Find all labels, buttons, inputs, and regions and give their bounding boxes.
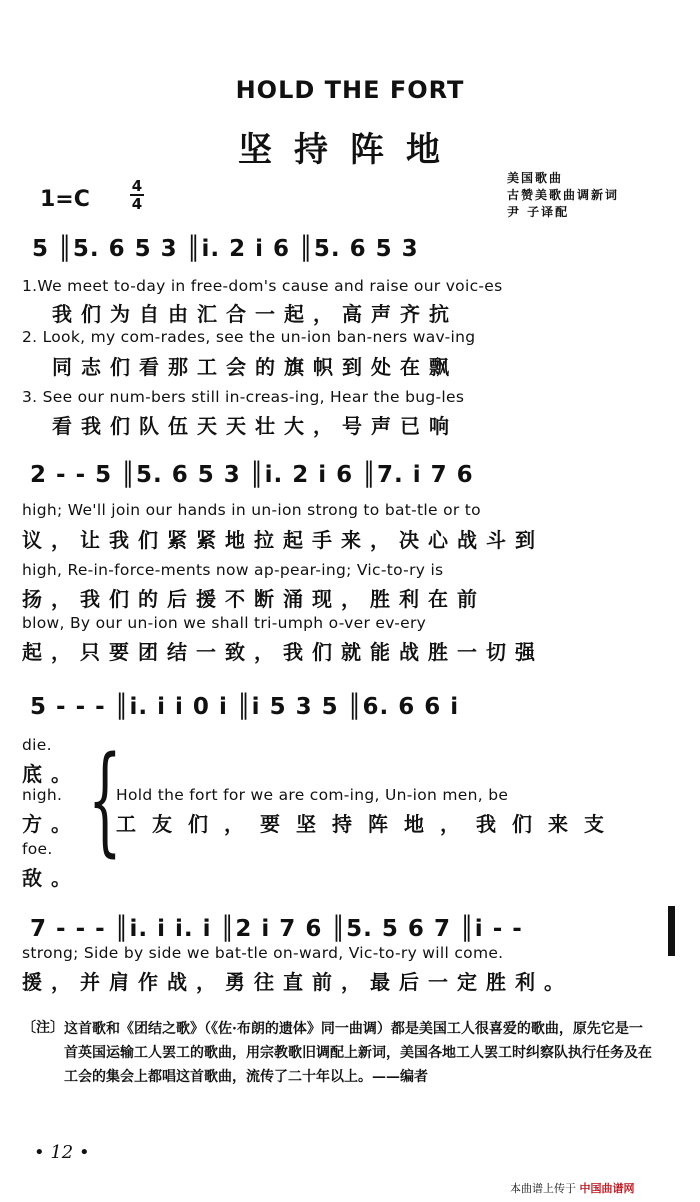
notation-line-2: 2 - - 5 ║5. 6 5 3 ║i. 2 i 6 ║7. i 7 6 [30,462,474,488]
credit-origin: 美国歌曲 [507,171,564,185]
footer-brand: 中国曲谱网 [579,1182,635,1195]
footer-prefix: 本曲谱上传于 [510,1182,576,1195]
lyric-en-2-1: high; We'll join our hands in un-ion strong to bat-tle or to [22,501,481,519]
time-signature-top: 4 [131,177,143,195]
lyric-en-4: strong; Side by side we bat-tle on-ward, Vic-to-ry will come. [22,944,504,962]
note-body: 这首歌和《团结之歌》（《佐·布朗的遗体》同一曲调）都是美国工人很喜爱的歌曲，原先它是一首英国运输工人罢工的歌曲，用宗教歌旧调配上新词，美国各地工人罢工时纠察队执行任务及在工会的集会上都唱这首歌曲，流传了二十年以上。——编者 [64,1021,652,1085]
lyric-en-2-2: high, Re-in-force-ments now ap-pear-ing; Vic-to-ry is [22,561,444,579]
chorus-lyric-zh: 工友们，要坚持阵地，我们来支 [116,812,620,836]
lyric-zh-2-3: 起，只要团结一致，我们就能战胜一切强 [22,640,544,664]
ending-en-3: foe. [22,840,53,858]
lyric-en-1-2: 2. Look, my com-rades, see the un-ion ban-ners wav-ing [22,328,476,346]
page-number: • 12 • [34,1142,90,1163]
song-title-english: HOLD THE FORT [235,76,465,104]
lyric-zh-1-3: 看我们队伍天天壮大，号声已响 [52,414,458,438]
lyric-en-1-3: 3. See our num-bers still in-creas-ing, Hear the bug-les [22,388,465,406]
notation-line-4: 7 - - - ║i. i i. i ║2 i 7 6 ║5. 5 6 7 ║i - - [30,916,523,942]
chorus-lyric-en: Hold the fort for we are com-ing, Un-ion men, be [116,786,509,804]
lyric-zh-2-2: 扬，我们的后援不断涌现，胜利在前 [22,587,486,611]
ending-zh-1: 底。 [22,762,80,786]
ending-zh-2: 方。 [22,812,80,836]
lyric-zh-1-2: 同志们看那工会的旗帜到处在飘 [52,355,458,379]
lyric-en-2-3: blow, By our un-ion we shall tri-umph o-ver ev-ery [22,614,427,632]
lyric-zh-1-1: 我们为自由汇合一起，高声齐抗 [52,302,458,326]
time-signature-bottom: 4 [131,195,143,213]
credit-lyrics: 古赞美歌曲调新词 [507,188,620,202]
chorus-brace: { [88,730,122,868]
credits-block [507,170,619,221]
footer [510,1180,635,1196]
ending-zh-3: 敌。 [22,866,80,890]
lyric-en-1-1: 1.We meet to-day in free-dom's cause and raise our voic-es [22,277,503,295]
notation-line-1: 5 ║5. 6 5 3 ║i. 2 i 6 ║5. 6 5 3 [32,236,419,262]
credit-translator: 尹 子译配 [507,205,570,219]
lyric-zh-2-1: 议，让我们紧紧地拉起手来，决心战斗到 [22,528,544,552]
lyric-zh-4: 援，并肩作战，勇往直前，最后一定胜利。 [22,970,573,994]
time-signature [130,178,144,212]
ending-en-1: die. [22,736,52,754]
notation-line-3: 5 - - - ║i. i i 0 i ║i 5 3 5 ║6. 6 6 i [30,694,460,720]
final-double-barline [668,906,675,956]
ending-en-2: nigh. [22,786,63,804]
song-title-chinese: 坚持阵地 [238,130,462,170]
key-signature: 1=C [40,187,90,212]
note-label: 〔注〕 [22,1020,64,1036]
